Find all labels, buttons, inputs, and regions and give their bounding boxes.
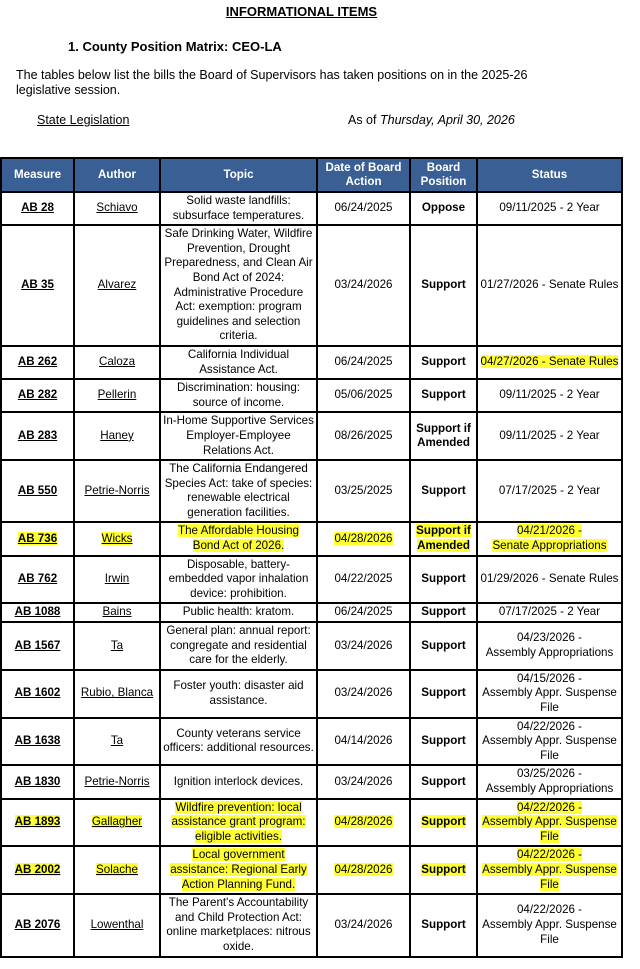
topic-text: The California Endangered Species Act: take of species: renewable electrical generation facilities.	[164, 462, 313, 519]
measure-text[interactable]: AB 282	[17, 388, 58, 402]
author-cell[interactable]	[74, 894, 160, 956]
date-cell	[317, 460, 410, 522]
status-text: 01/27/2026 - Senate Rules	[480, 278, 619, 292]
topic-text: Wildfire prevention: local assistance grant program: eligible activities.	[171, 800, 306, 843]
date-cell	[317, 412, 410, 460]
date-cell	[317, 379, 410, 412]
author-text[interactable]: Haney	[100, 428, 134, 442]
date-text: 03/24/2026	[334, 278, 393, 292]
date-text: 04/28/2026	[334, 815, 393, 829]
author-cell[interactable]	[74, 192, 160, 225]
position-text: Support if Amended	[416, 421, 471, 450]
date-text: 06/24/2025	[334, 355, 393, 369]
status-text: 04/15/2026 - Assembly Appr. Suspense File	[482, 671, 617, 714]
topic-cell	[160, 603, 317, 622]
author-text[interactable]: Caloza	[98, 355, 136, 369]
position-cell	[410, 846, 477, 894]
topic-cell	[160, 846, 317, 894]
topic-text: Discrimination: housing: source of income.	[176, 381, 301, 409]
position-text: Support	[421, 815, 466, 829]
measure-text[interactable]: AB 1602	[14, 686, 61, 700]
author-cell[interactable]	[74, 346, 160, 379]
measure-text[interactable]: AB 1638	[14, 734, 61, 748]
position-text: Oppose	[421, 201, 466, 215]
measure-cell[interactable]	[1, 799, 74, 847]
position-text: Support	[421, 774, 466, 788]
topic-text: The Parent's Accountability and Child Protection Act: online marketplaces: nitrous oxide.	[166, 896, 311, 953]
topic-cell	[160, 460, 317, 522]
topic-text: In-Home Supportive Services Employer-Employee Relations Act.	[163, 414, 314, 457]
author-text[interactable]: Ta	[110, 734, 124, 748]
position-text: Support	[421, 918, 466, 932]
column-header-date: Date of Board Action	[317, 158, 410, 192]
author-cell[interactable]	[74, 670, 160, 718]
position-text: Support if Amended	[416, 524, 471, 553]
date-cell	[317, 718, 410, 766]
measure-cell[interactable]	[1, 522, 74, 555]
date-text: 03/24/2026	[334, 918, 393, 932]
position-text: Support	[421, 734, 466, 748]
measure-text[interactable]: AB 1567	[14, 638, 61, 652]
status-cell	[477, 460, 622, 522]
measure-cell[interactable]	[1, 346, 74, 379]
topic-cell	[160, 192, 317, 225]
status-text: 04/27/2026 - Senate Rules	[480, 355, 619, 369]
page-heading: INFORMATIONAL ITEMS	[225, 4, 378, 19]
author-text[interactable]: Rubio, Blanca	[80, 686, 154, 700]
topic-cell	[160, 522, 317, 555]
date-text: 05/06/2025	[334, 388, 393, 402]
position-cell	[410, 670, 477, 718]
as-of-date: Thursday, April 30, 2026	[379, 113, 515, 127]
table-row	[1, 670, 622, 718]
position-text: Support	[421, 572, 466, 586]
table-row	[1, 412, 622, 460]
date-cell	[317, 603, 410, 622]
status-text: 09/11/2025 - 2 Year	[499, 388, 600, 402]
topic-text: Solid waste landfills: subsurface temperatures.	[172, 194, 305, 222]
date-text: 08/26/2025	[334, 428, 393, 442]
measure-text[interactable]: AB 762	[17, 572, 58, 586]
position-cell	[410, 556, 477, 604]
status-cell	[477, 622, 622, 670]
position-text: Support	[421, 862, 466, 876]
topic-text: Ignition interlock devices.	[173, 774, 304, 788]
position-cell	[410, 765, 477, 798]
topic-cell	[160, 412, 317, 460]
measure-text[interactable]: AB 1088	[14, 605, 61, 619]
column-header-author: Author	[74, 158, 160, 192]
table-row	[1, 346, 622, 379]
date-cell	[317, 622, 410, 670]
measure-cell[interactable]	[1, 622, 74, 670]
date-cell	[317, 522, 410, 555]
as-of-line	[348, 113, 515, 127]
status-cell	[477, 799, 622, 847]
topic-cell	[160, 718, 317, 766]
author-cell[interactable]	[74, 556, 160, 604]
table-row	[1, 522, 622, 555]
date-cell	[317, 846, 410, 894]
topic-cell	[160, 225, 317, 346]
status-cell	[477, 894, 622, 956]
status-cell	[477, 556, 622, 604]
topic-cell	[160, 346, 317, 379]
date-text: 03/24/2026	[334, 638, 393, 652]
author-text[interactable]: Bains	[102, 605, 132, 619]
date-text: 04/14/2026	[334, 734, 393, 748]
status-text: 04/22/2026 - Assembly Appr. Suspense File	[482, 719, 617, 762]
topic-cell	[160, 765, 317, 798]
status-cell	[477, 718, 622, 766]
table-row	[1, 460, 622, 522]
status-cell	[477, 379, 622, 412]
table-body	[1, 192, 622, 957]
topic-cell	[160, 379, 317, 412]
measure-text[interactable]: AB 1830	[14, 774, 61, 788]
author-text[interactable]: Alvarez	[97, 278, 137, 292]
author-text[interactable]: Petrie-Norris	[84, 483, 150, 497]
measure-cell[interactable]	[1, 460, 74, 522]
status-text: 07/17/2025 - 2 Year	[498, 605, 601, 619]
status-text: 03/25/2026 - Assembly Appropriations	[485, 767, 614, 795]
as-of-prefix: As of	[348, 113, 377, 127]
status-cell	[477, 765, 622, 798]
table-row	[1, 379, 622, 412]
date-text: 03/25/2025	[334, 483, 393, 497]
position-text: Support	[421, 278, 466, 292]
author-cell[interactable]	[74, 799, 160, 847]
date-cell	[317, 670, 410, 718]
author-text[interactable]: Gallagher	[91, 815, 143, 829]
status-cell	[477, 346, 622, 379]
position-cell	[410, 225, 477, 346]
measure-text[interactable]: AB 35	[21, 278, 54, 292]
measure-cell[interactable]	[1, 225, 74, 346]
measure-cell[interactable]	[1, 718, 74, 766]
date-text: 03/24/2026	[334, 774, 393, 788]
date-text: 03/24/2026	[334, 686, 393, 700]
date-text: 04/28/2026	[334, 531, 393, 545]
status-cell	[477, 522, 622, 555]
position-cell	[410, 894, 477, 956]
status-text: 04/22/2026 - Assembly Appr. Suspense File	[482, 903, 617, 946]
author-text[interactable]: Pellerin	[97, 388, 137, 402]
column-header-position: Board Position	[410, 158, 477, 192]
author-cell[interactable]	[74, 522, 160, 555]
table-row	[1, 894, 622, 956]
position-cell	[410, 192, 477, 225]
author-text[interactable]: Lowenthal	[90, 918, 144, 932]
table-row	[1, 799, 622, 847]
author-cell[interactable]	[74, 622, 160, 670]
position-text: Support	[421, 388, 466, 402]
date-text: 06/24/2025	[334, 201, 393, 215]
position-cell	[410, 799, 477, 847]
table-row	[1, 603, 622, 622]
position-text: Support	[421, 686, 466, 700]
measure-cell[interactable]	[1, 846, 74, 894]
author-text[interactable]: Irwin	[104, 572, 130, 586]
date-text: 06/24/2025	[334, 605, 393, 619]
measure-text[interactable]: AB 283	[17, 428, 58, 442]
status-cell	[477, 603, 622, 622]
status-text: 01/29/2026 - Senate Rules	[480, 572, 619, 586]
column-header-status: Status	[477, 158, 622, 192]
measure-text[interactable]: AB 262	[17, 355, 58, 369]
author-cell[interactable]	[74, 412, 160, 460]
author-text[interactable]: Solache	[96, 862, 138, 876]
date-text: 04/28/2026	[334, 862, 393, 876]
position-cell	[410, 460, 477, 522]
section-label: State Legislation	[37, 113, 130, 127]
author-cell[interactable]	[74, 379, 160, 412]
position-text: Support	[421, 605, 466, 619]
status-text: 09/11/2025 - 2 Year	[499, 201, 600, 215]
position-cell	[410, 346, 477, 379]
topic-text: Local government assistance: Regional Early Action Planning Fund.	[170, 848, 307, 891]
status-cell	[477, 412, 622, 460]
date-cell	[317, 799, 410, 847]
date-text: 04/22/2025	[334, 572, 393, 586]
status-text: 04/23/2026 - Assembly Appropriations	[485, 631, 614, 659]
author-cell[interactable]	[74, 846, 160, 894]
status-text: 04/22/2026 - Assembly Appr. Suspense File	[482, 848, 617, 891]
date-cell	[317, 346, 410, 379]
topic-text: Foster youth: disaster aid assistance.	[173, 679, 304, 707]
status-text: 04/22/2026 - Assembly Appr. Suspense File	[482, 800, 617, 843]
section-subheading: 1. County Position Matrix: CEO-LA	[68, 39, 282, 54]
date-cell	[317, 765, 410, 798]
position-cell	[410, 412, 477, 460]
status-text: 04/21/2026 - Senate Appropriations	[492, 524, 607, 553]
measure-cell[interactable]	[1, 670, 74, 718]
measure-text[interactable]: AB 550	[17, 483, 58, 497]
topic-cell	[160, 799, 317, 847]
author-cell[interactable]	[74, 460, 160, 522]
position-text: Support	[421, 483, 466, 497]
topic-text: Safe Drinking Water, Wildfire Prevention, Drought Preparedness, and Clean Air Bond Act of 2024: Administrative Procedure Act: exemption: program guidelines and selection criteria.	[164, 227, 313, 343]
topic-text: Disposable, battery-embedded vapor inhalation device: prohibition.	[168, 557, 309, 600]
date-cell	[317, 192, 410, 225]
topic-text: General plan: annual report: congregate and residential care for the elderly.	[166, 624, 311, 667]
column-header-topic: Topic	[160, 158, 317, 192]
author-cell[interactable]	[74, 765, 160, 798]
measure-cell[interactable]	[1, 379, 74, 412]
position-matrix-table	[0, 157, 623, 958]
measure-text[interactable]: AB 28	[21, 201, 54, 215]
measure-text[interactable]: AB 2076	[14, 918, 61, 932]
position-text: Support	[421, 638, 466, 652]
measure-text[interactable]: AB 2002	[14, 862, 61, 876]
status-text: 07/17/2025 - 2 Year	[498, 483, 601, 497]
table-row	[1, 718, 622, 766]
topic-cell	[160, 894, 317, 956]
measure-cell[interactable]	[1, 412, 74, 460]
measure-text[interactable]: AB 1893	[14, 815, 61, 829]
author-text[interactable]: Petrie-Norris	[84, 774, 150, 788]
table-row	[1, 225, 622, 346]
author-cell[interactable]	[74, 718, 160, 766]
measure-text[interactable]: AB 736	[17, 531, 58, 545]
table-row	[1, 846, 622, 894]
table-header-row	[1, 158, 622, 192]
date-cell	[317, 225, 410, 346]
position-cell	[410, 379, 477, 412]
table-row	[1, 622, 622, 670]
position-cell	[410, 622, 477, 670]
table-row	[1, 192, 622, 225]
position-cell	[410, 718, 477, 766]
status-cell	[477, 225, 622, 346]
topic-text: California Individual Assistance Act.	[187, 347, 290, 376]
status-cell	[477, 846, 622, 894]
status-cell	[477, 192, 622, 225]
measure-cell[interactable]	[1, 894, 74, 956]
topic-cell	[160, 622, 317, 670]
status-text: 09/11/2025 - 2 Year	[499, 428, 600, 442]
intro-paragraph: The tables below list the bills the Board of Supervisors has taken positions on in the 2025-26 legislative session.	[16, 68, 528, 97]
measure-cell[interactable]	[1, 765, 74, 798]
date-cell	[317, 894, 410, 956]
date-cell	[317, 556, 410, 604]
measure-cell[interactable]	[1, 603, 74, 622]
status-cell	[477, 670, 622, 718]
topic-cell	[160, 670, 317, 718]
topic-text: Public health: kratom.	[182, 605, 295, 619]
author-text[interactable]: Schiavo	[96, 201, 138, 215]
position-cell	[410, 603, 477, 622]
measure-cell[interactable]	[1, 556, 74, 604]
table-row	[1, 556, 622, 604]
author-text[interactable]: Ta	[110, 638, 124, 652]
table-row	[1, 765, 622, 798]
topic-text: County veterans service officers: additional resources.	[163, 726, 314, 755]
column-header-measure: Measure	[1, 158, 74, 192]
author-cell[interactable]	[74, 225, 160, 346]
author-text[interactable]: Wicks	[101, 531, 133, 545]
author-cell[interactable]	[74, 603, 160, 622]
measure-cell[interactable]	[1, 192, 74, 225]
topic-text: The Affordable Housing Bond Act of 2026.	[178, 524, 299, 553]
topic-cell	[160, 556, 317, 604]
position-cell	[410, 522, 477, 555]
position-text: Support	[421, 355, 466, 369]
